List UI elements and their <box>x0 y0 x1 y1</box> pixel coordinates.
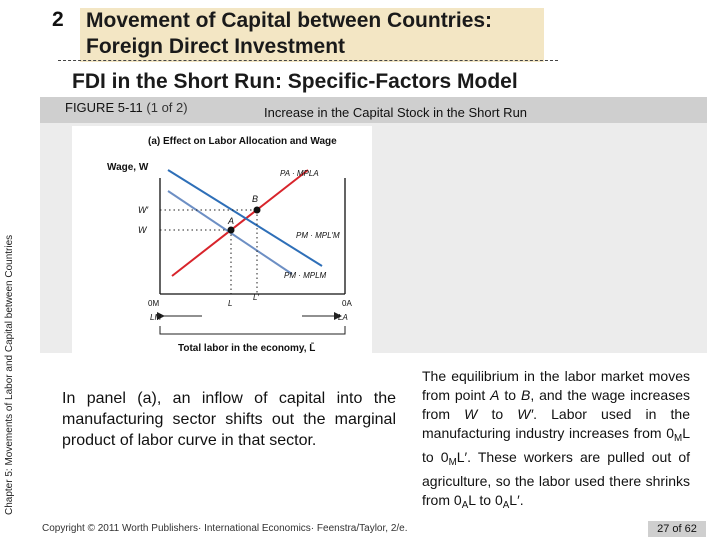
figure-part: (1 of 2) <box>146 100 188 115</box>
curve-pm-new-label: PM · MPL′M <box>296 231 340 240</box>
copyright-footer: Copyright © 2011 Worth Publishers· International Economics· Feenstra/Taylor, 2/e. <box>42 523 408 534</box>
lm-label: LM <box>150 313 162 322</box>
figure-number: FIGURE 5-11 <box>65 100 143 115</box>
slide-title-line2: Foreign Direct Investment <box>86 35 346 58</box>
point-a-label: A <box>228 216 235 226</box>
total-labor-label: Total labor in the economy, L̄ <box>178 343 316 354</box>
diagram-panel-title: (a) Effect on Labor Allocation and Wage <box>148 136 337 147</box>
y-axis-label: Wage, W <box>107 162 149 173</box>
left-explanation: In panel (a), an inflow of capital into the manufacturing sector shifts out the marginal product of labor curve in that sector. <box>62 390 396 449</box>
slide-title <box>80 8 544 62</box>
point-b-label: B <box>252 194 259 204</box>
chapter-side-label: Chapter 5: Movements of Labor and Capital between Countries <box>4 234 15 515</box>
title-divider <box>58 60 558 61</box>
curve-pa-label: PA · MPLA <box>280 169 319 178</box>
right-explanation: The equilibrium in the labor market moves from point A to B, and the wage increases from W to W′. Labor used in the manufacturing industry increases from $0_ML$ to $0_ML'$. These workers are pulled out of agriculture, so the labor used there shrinks from $0_AL$ to $0_AL'$. <box>422 368 690 511</box>
w-label: W <box>138 225 147 235</box>
l-prime-axis-label: L′ <box>253 293 259 302</box>
la-label: LA <box>338 313 348 322</box>
slide-subtitle: FDI in the Short Run: Specific-Factors Model <box>72 70 518 93</box>
figure-label <box>65 100 188 115</box>
point-b-marker <box>254 207 261 214</box>
origin-m-label: 0M <box>148 299 160 308</box>
blue-curve-pm-mplm-new <box>168 170 322 266</box>
curve-pm-label: PM · MPLM <box>284 271 327 280</box>
w-prime-label: W′ <box>138 205 149 215</box>
section-number: 2 <box>52 8 64 31</box>
page-number: 27 of 62 <box>648 521 706 537</box>
labor-allocation-diagram <box>72 126 372 356</box>
total-labor-bracket <box>160 326 345 334</box>
l-axis-label: L <box>228 299 233 308</box>
origin-a-label: 0A <box>342 299 352 308</box>
point-a-marker <box>228 227 235 234</box>
figure-caption: Increase in the Capital Stock in the Short Run <box>264 105 528 120</box>
slide-title-line1: Movement of Capital between Countries: <box>86 9 493 32</box>
